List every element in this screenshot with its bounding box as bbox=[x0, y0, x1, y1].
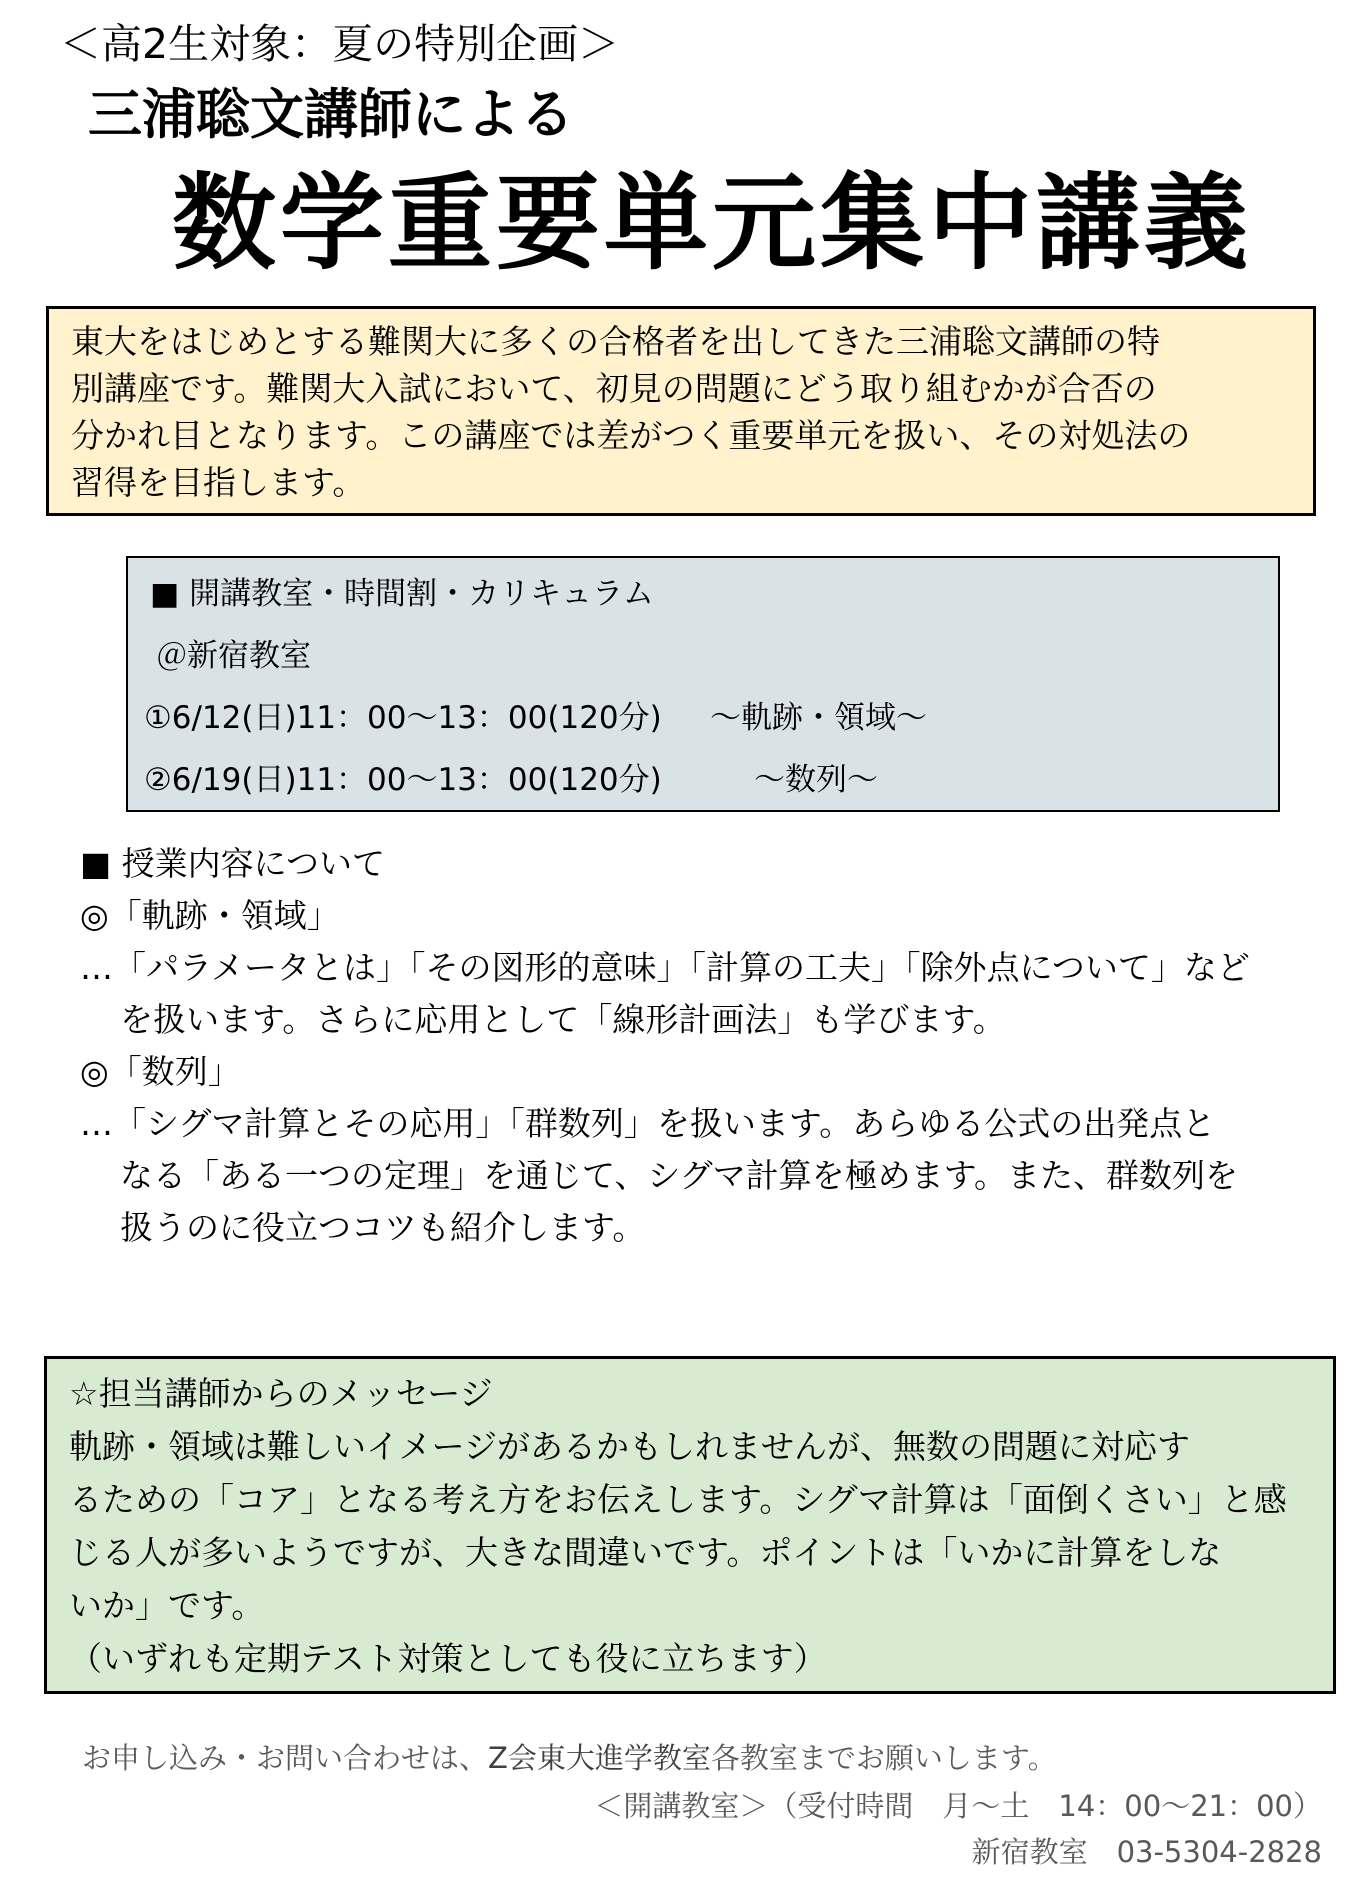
footer-note-suffix: 各教室までお願いします。 bbox=[710, 1741, 1057, 1775]
schedule-heading: ■ 開講教室・時間割・カリキュラム bbox=[150, 576, 654, 612]
footer-inquiry-note bbox=[82, 1738, 1057, 1778]
course-content-section bbox=[80, 838, 1250, 1254]
page-title: 数学重要単元集中講義 bbox=[172, 162, 1253, 284]
content-item-line: 扱うのに役立つコツも紹介します。 bbox=[120, 1208, 646, 1247]
footer-contact: 新宿教室 03-5304-2828 bbox=[971, 1835, 1322, 1869]
message-line: いか」です。 bbox=[69, 1586, 265, 1625]
content-item-line: を扱います。さらに応用として「線形計画法」も学びます。 bbox=[120, 1000, 1006, 1039]
schedule-location: ＠新宿教室 bbox=[156, 638, 311, 674]
session-topic: ～数列～ bbox=[754, 762, 878, 798]
content-item-title: ◎「軌跡・領域」 bbox=[80, 896, 340, 935]
intro-line: 習得を目指します。 bbox=[71, 463, 366, 502]
message-line: るための「コア」となる考え方をお伝えします。シグマ計算は「面倒くさい」と感 bbox=[69, 1480, 1287, 1519]
schedule-box bbox=[126, 556, 1280, 812]
content-item-line: …「パラメータとは」「その図形的意味」「計算の工夫」「除外点について」など bbox=[80, 948, 1250, 987]
content-item-title: ◎「数列」 bbox=[80, 1052, 241, 1091]
content-item-line: なる「ある一つの定理」を通じて、シグマ計算を極めます。また、群数列を bbox=[120, 1156, 1239, 1195]
message-line: 軌跡・領域は難しいイメージがあるかもしれませんが、無数の問題に対応す bbox=[69, 1427, 1191, 1466]
content-item-line: …「シグマ計算とその応用」「群数列」を扱います。あらゆる公式の出発点と bbox=[80, 1104, 1216, 1143]
session-time: ①6/12(日)11：00～13：00(120分) bbox=[144, 700, 662, 736]
content-heading: ■ 授業内容について bbox=[80, 844, 386, 883]
intro-box bbox=[46, 306, 1316, 516]
event-subtitle: ＜高2生対象：夏の特別企画＞ bbox=[60, 20, 620, 68]
intro-line: 東大をはじめとする難関大に多くの合格者を出してきた三浦聡文講師の特 bbox=[71, 322, 1160, 361]
instructor-message-box bbox=[44, 1356, 1336, 1694]
message-heading: ☆担当講師からのメッセージ bbox=[69, 1374, 493, 1413]
message-line: （いずれも定期テスト対策としても役に立ちます） bbox=[69, 1639, 827, 1678]
session-topic: ～軌跡・領域～ bbox=[710, 700, 927, 736]
intro-line: 別講座です。難関大入試において、初見の問題にどう取り組むかが合否の bbox=[71, 369, 1157, 408]
footer-note-prefix: お申し込み・お問い合わせは、 bbox=[82, 1741, 489, 1775]
intro-line: 分かれ目となります。この講座では差がつく重要単元を扱い、その対処法の bbox=[71, 416, 1191, 455]
message-line: じる人が多いようですが、大きな間違いです。ポイントは「いかに計算をしな bbox=[69, 1533, 1222, 1572]
footer-org-name: Z会東大進学教室 bbox=[488, 1741, 711, 1775]
footer-reception-hours: ＜開講教室＞（受付時間 月～土 14：00～21：00） bbox=[594, 1789, 1322, 1823]
lecturer-heading: 三浦聡文講師による bbox=[88, 83, 574, 146]
session-time: ②6/19(日)11：00～13：00(120分) bbox=[144, 762, 662, 798]
